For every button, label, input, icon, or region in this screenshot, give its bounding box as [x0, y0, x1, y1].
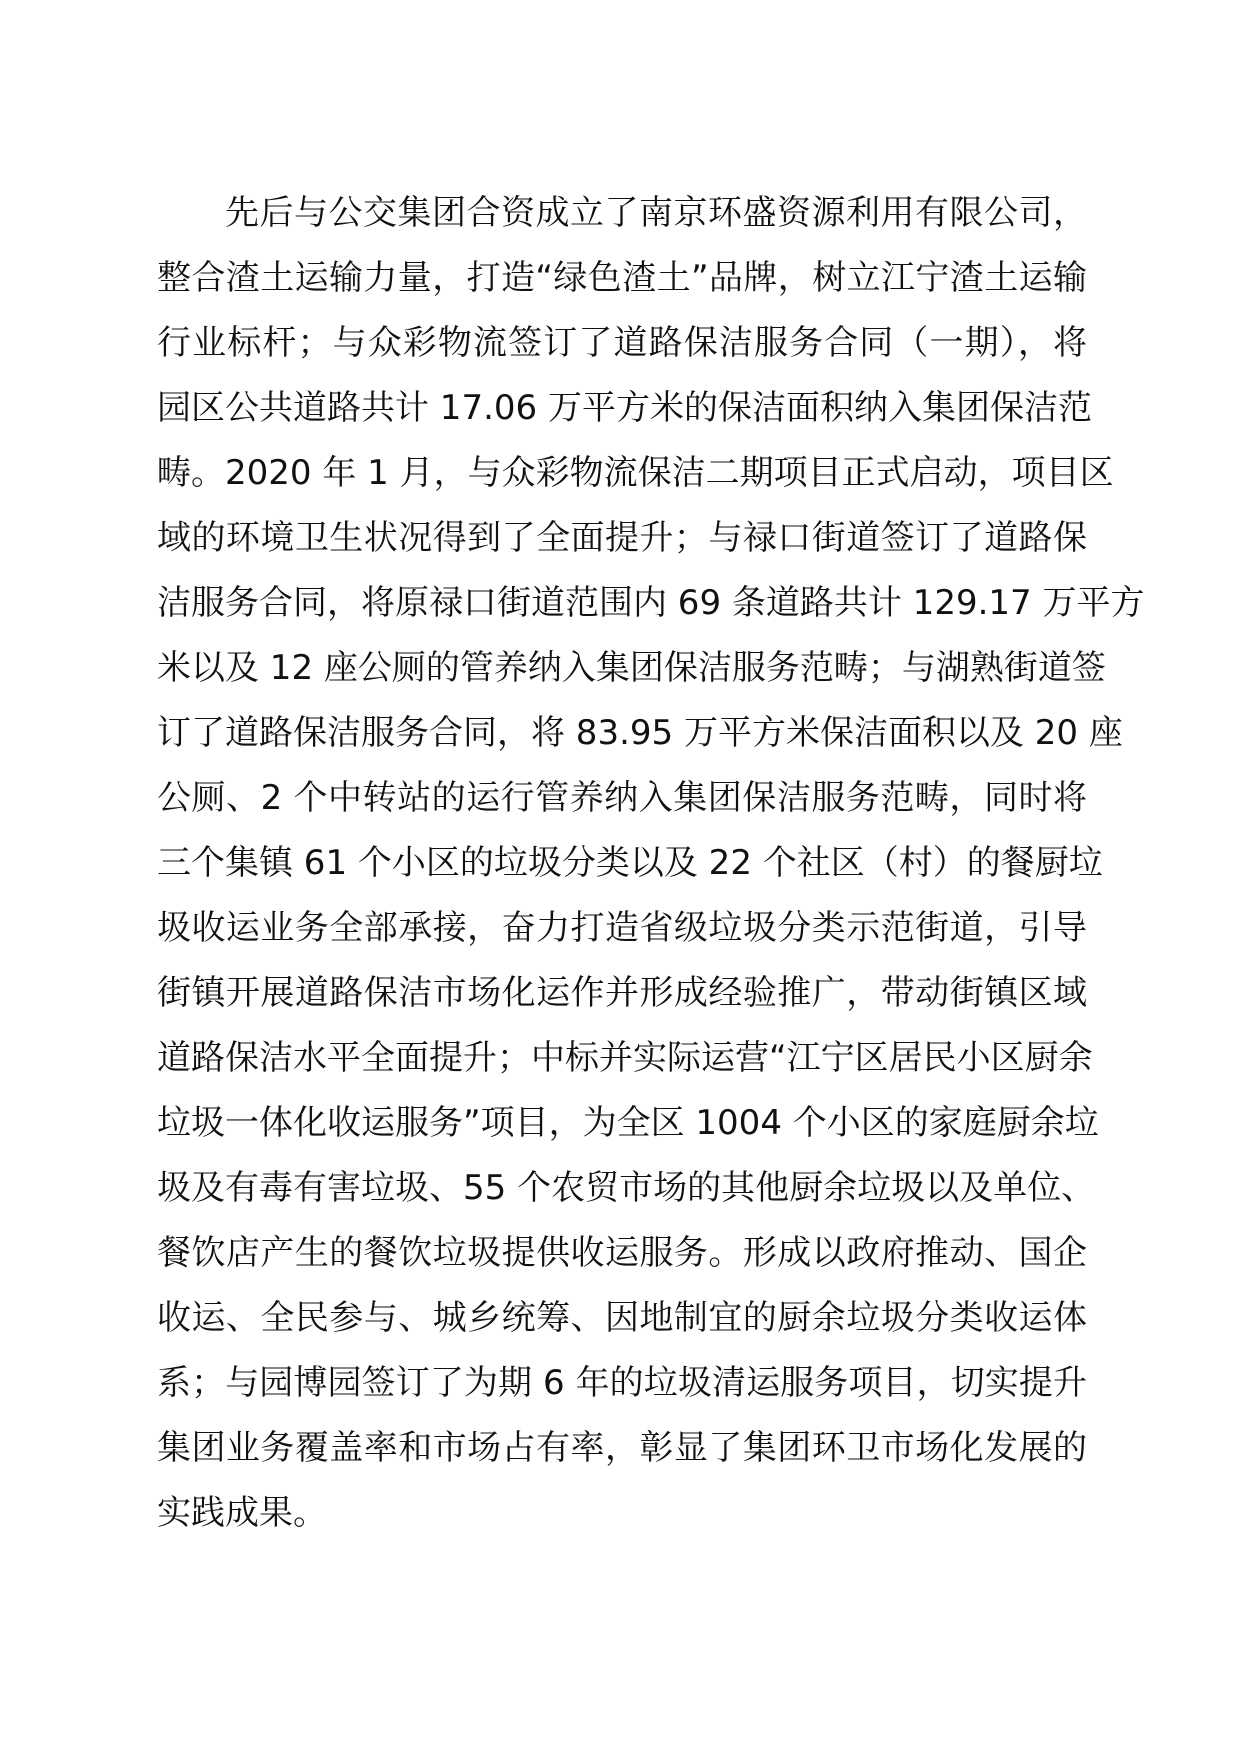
paragraph-line: 公厕、2 个中转站的运行管养纳入集团保洁服务范畴，同时将: [157, 778, 1087, 818]
paragraph-line: 洁服务合同，将原禄口街道范围内 69 条道路共计 129.17 万平方: [157, 583, 1145, 623]
paragraph-line: 整合渣土运输力量，打造“绿色渣土”品牌，树立江宁渣土运输: [157, 258, 1087, 298]
body-paragraph: [157, 181, 1145, 1546]
paragraph-line: 圾收运业务全部承接，奋力打造省级垃圾分类示范街道，引导: [157, 908, 1087, 948]
paragraph-line: 垃圾一体化收运服务”项目，为全区 1004 个小区的家庭厨余垃: [157, 1103, 1099, 1143]
paragraph-line: 街镇开展道路保洁市场化运作并形成经验推广，带动街镇区域: [157, 973, 1087, 1013]
paragraph-line: 收运、全民参与、城乡统筹、因地制宜的厨余垃圾分类收运体: [157, 1298, 1087, 1338]
paragraph-line: 畴。2020 年 1 月，与众彩物流保洁二期项目正式启动，项目区: [157, 453, 1114, 493]
paragraph-line: 道路保洁水平全面提升；中标并实际运营“江宁区居民小区厨余: [157, 1038, 1093, 1078]
paragraph-line: 行业标杆；与众彩物流签订了道路保洁服务合同（一期），将: [157, 323, 1087, 363]
paragraph-line: 订了道路保洁服务合同，将 83.95 万平方米保洁面积以及 20 座: [157, 713, 1123, 753]
paragraph-line: 餐饮店产生的餐饮垃圾提供收运服务。形成以政府推动、国企: [157, 1233, 1087, 1273]
paragraph-line: 系；与园博园签订了为期 6 年的垃圾清运服务项目，切实提升: [157, 1363, 1087, 1403]
paragraph-line: 域的环境卫生状况得到了全面提升；与禄口街道签订了道路保: [157, 518, 1087, 558]
paragraph-line: 先后与公交集团合资成立了南京环盛资源利用有限公司，: [225, 193, 1087, 233]
paragraph-line: 园区公共道路共计 17.06 万平方米的保洁面积纳入集团保洁范: [157, 388, 1092, 428]
paragraph-line: 三个集镇 61 个小区的垃圾分类以及 22 个社区（村）的餐厨垃: [157, 843, 1103, 883]
paragraph-line: 米以及 12 座公厕的管养纳入集团保洁服务范畴；与湖熟街道签: [157, 648, 1106, 688]
paragraph-line: 圾及有毒有害垃圾、55 个农贸市场的其他厨余垃圾以及单位、: [157, 1168, 1096, 1208]
paragraph-line: 集团业务覆盖率和市场占有率，彰显了集团环卫市场化发展的: [157, 1428, 1087, 1468]
paragraph-line: 实践成果。: [157, 1493, 327, 1533]
